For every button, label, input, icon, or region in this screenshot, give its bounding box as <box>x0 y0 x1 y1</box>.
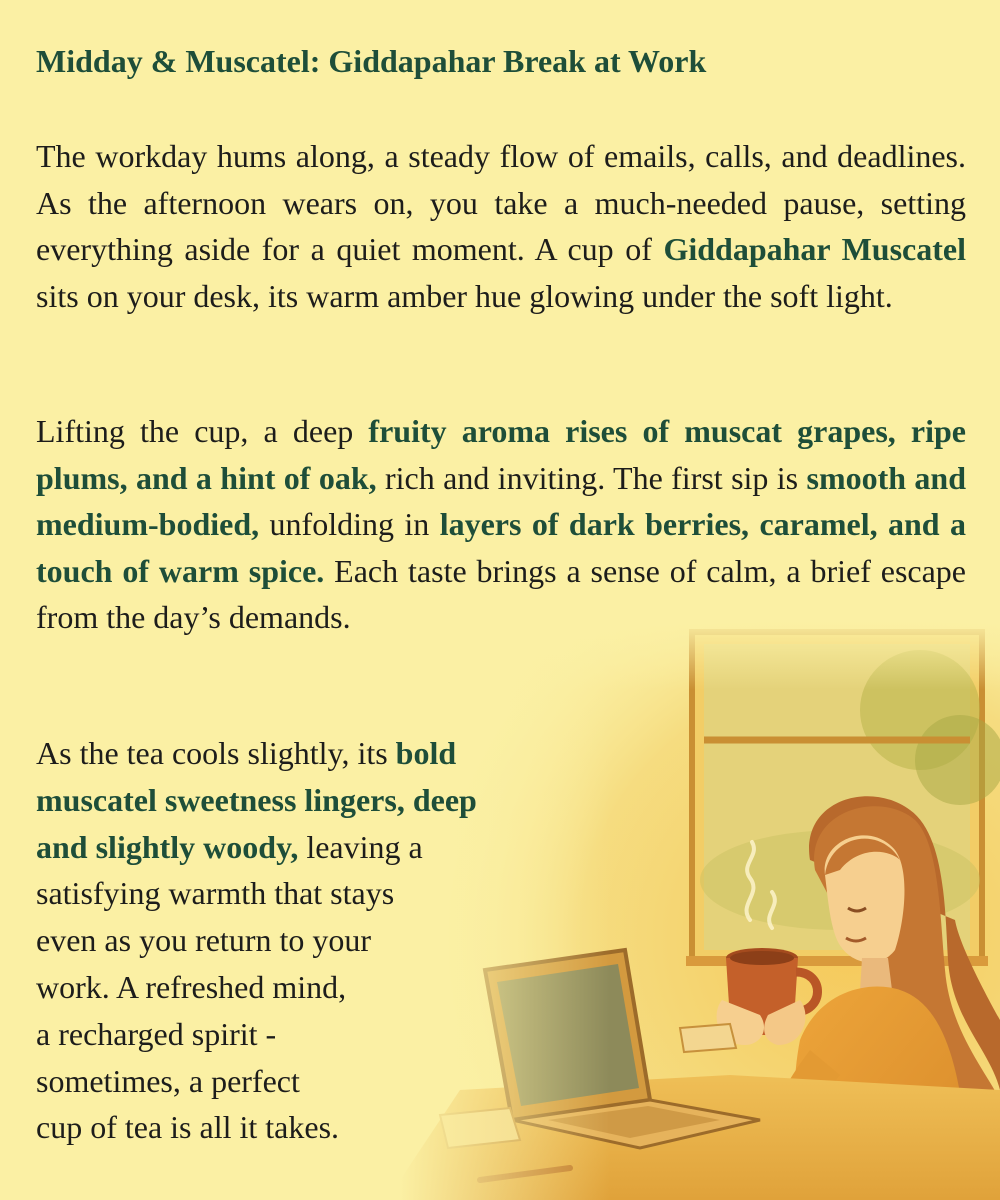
text-span: As the tea cools slightly, its <box>36 735 396 771</box>
text-span: sits on your desk, its warm amber hue glowing under the soft light. <box>36 277 893 314</box>
text-line: satisfying warmth that stays <box>36 875 395 912</box>
text-span: Lifting the cup, a deep <box>36 413 369 449</box>
text-line: a recharged spirit - <box>36 1015 277 1052</box>
aroma-highlight: fruity aroma rises of muscat grapes, ripe plums, and a hint of oak, <box>36 413 967 496</box>
finish-highlight: muscatel sweetness lingers, deep <box>36 781 477 818</box>
paragraph-intro <box>36 133 966 319</box>
text-span: rich and inviting. The first sip is <box>376 459 807 496</box>
tea-name-highlight: Giddapahar Muscatel <box>663 231 967 267</box>
finish-highlight: bold <box>395 735 457 771</box>
text-line <box>36 824 477 871</box>
text-span: The workday hums along, a steady flow of emails, calls, and deadlines. As the afternoon wears on, you take a much-needed pause, setting everything aside for a quiet moment. A cup of <box>36 138 966 267</box>
text-line <box>36 730 477 777</box>
finish-highlight: and slightly woody, <box>36 828 299 865</box>
text-line: work. A refreshed mind, <box>36 968 347 1005</box>
tea-break-illustration <box>400 620 1000 1200</box>
text-line: even as you return to your <box>36 922 372 959</box>
text-span: unfolding in <box>259 506 440 542</box>
text-line: cup of tea is all it takes. <box>36 1109 340 1146</box>
text-span: Each taste brings a sense of calm, a brief escape from the day’s demands. <box>36 552 967 635</box>
text-span: leaving a <box>298 828 423 865</box>
body-highlight: smooth and medium-bodied, <box>36 459 967 542</box>
page-title: Midday & Muscatel: Giddapahar Break at Work <box>36 43 707 79</box>
text-line: sometimes, a perfect <box>36 1062 300 1099</box>
flavor-highlight: layers of dark berries, caramel, and a touch of warm spice. <box>36 506 967 589</box>
paragraph-tasting <box>36 408 966 641</box>
paragraph-finish <box>36 730 477 1151</box>
